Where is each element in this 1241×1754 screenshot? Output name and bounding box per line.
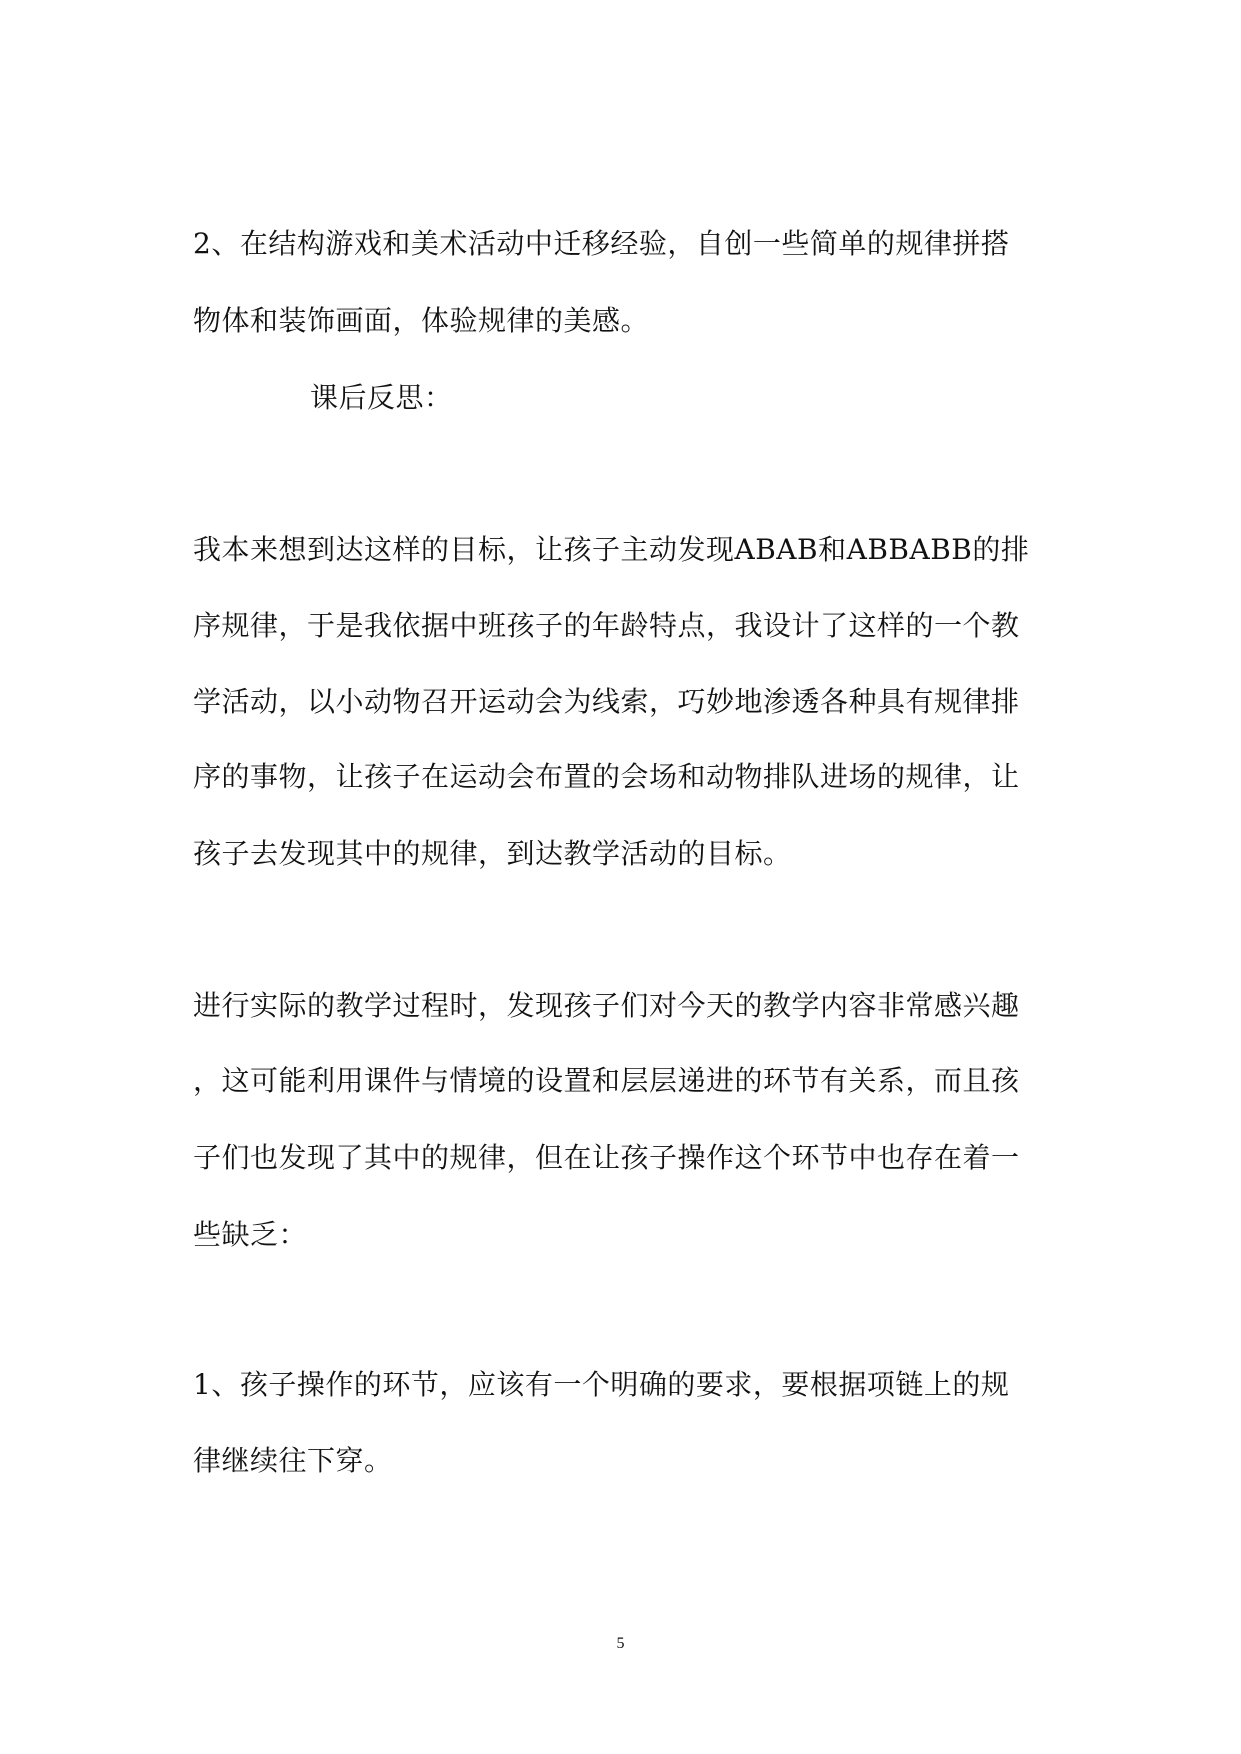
paragraph-2-line-1: 进行实际的教学过程时，发现孩子们对今天的教学内容非常感兴趣 (193, 989, 1020, 1022)
page-number: 5 (616, 1635, 625, 1652)
paragraph-1-line-2: 序规律，于是我依据中班孩子的年龄特点，我设计了这样的一个教 (193, 609, 1020, 642)
point-1-line-1: 1、孩子操作的环节，应该有一个明确的要求，要根据项链上的规 (193, 1368, 1010, 1401)
paragraph-2-line-3: 子们也发现了其中的规律，但在让孩子操作这个环节中也存在着一 (193, 1141, 1020, 1174)
paragraph-1-line-5: 孩子去发现其中的规律，到达教学活动的目标。 (193, 837, 792, 870)
point-1-line-2: 律继续往下穿。 (193, 1444, 393, 1477)
goal-2-line-2: 物体和装饰画面，体验规律的美感。 (193, 304, 650, 337)
paragraph-1-line-4: 序的事物，让孩子在运动会布置的会场和动物排队进场的规律，让 (193, 760, 1020, 793)
paragraph-1-line-1: 我本来想到达这样的目标，让孩子主动发现ABAB和ABBABB的排 (193, 533, 1030, 566)
goal-2-line-1: 2、在结构游戏和美术活动中迁移经验，自创一些简单的规律拼搭 (193, 227, 1010, 260)
paragraph-2-line-2: ，这可能利用课件与情境的设置和层层递进的环节有关系，而且孩 (193, 1064, 1020, 1097)
paragraph-1-line-3: 学活动，以小动物召开运动会为线索，巧妙地渗透各种具有规律排 (193, 685, 1020, 718)
reflection-heading: 课后反思： (310, 381, 453, 414)
paragraph-2-line-4: 些缺乏： (193, 1218, 308, 1251)
